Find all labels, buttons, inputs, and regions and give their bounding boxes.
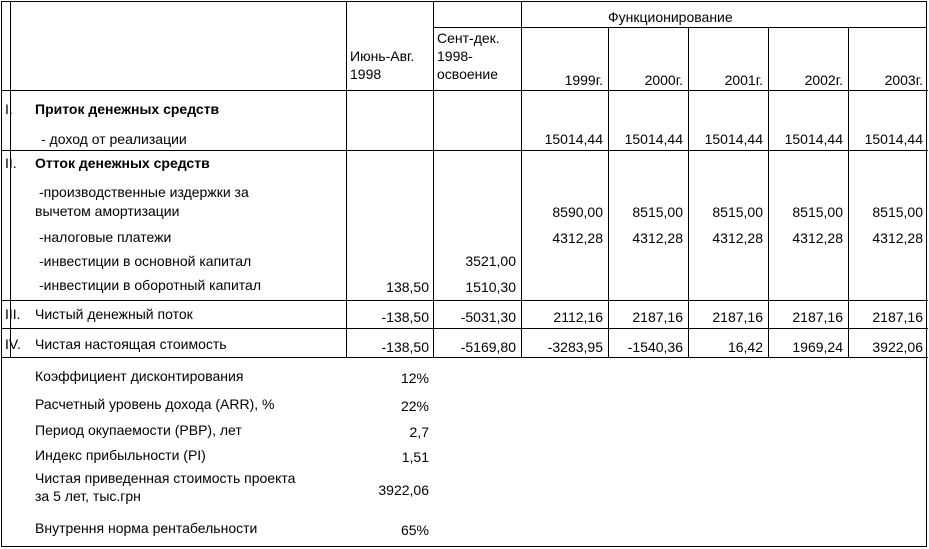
value-cell: 8590,00 (552, 204, 603, 220)
section-title-outflow: Отток денежных средств (35, 155, 210, 171)
value-cell: -1540,36 (627, 339, 683, 355)
table-bottom-rule (2, 357, 928, 358)
functioning-header: Функционирование (608, 9, 733, 25)
header-sep-dec: Сент-дек. (437, 30, 500, 46)
row-label-income: - доход от реализации (41, 131, 187, 147)
header-jun-aug: Июнь-Авг. (350, 48, 415, 64)
summary-label: Расчетный уровень дохода (ARR), % (35, 396, 275, 412)
value-cell: 15014,44 (544, 131, 603, 147)
summary-value: 1,51 (401, 449, 429, 465)
value-cell: 4312,28 (712, 230, 763, 246)
value-cell: -3283,95 (547, 339, 603, 355)
value-cell: -5031,30 (460, 309, 516, 325)
summary-label: Период окупаемости (PBP), лет (35, 422, 242, 438)
column-divider (521, 2, 522, 357)
row-label-production-costs: вычетом амортизации (35, 203, 180, 219)
value-cell: 1510,30 (465, 279, 516, 295)
header-sep-dec: 1998- (437, 48, 473, 64)
row-label-tax: -налоговые платежи (39, 229, 172, 245)
column-divider (768, 27, 769, 357)
summary-label: Внутрення норма рентабельности (35, 520, 258, 536)
section-rule (2, 328, 928, 329)
value-cell: 4312,28 (792, 230, 843, 246)
row-number-divider (10, 2, 11, 357)
column-divider (848, 27, 849, 357)
header-year: 2001г. (724, 72, 763, 88)
section-number: I. (5, 101, 13, 117)
summary-label: Коэффициент дисконтирования (35, 368, 244, 384)
value-cell: -138,50 (381, 309, 429, 325)
value-cell: 2187,16 (632, 309, 683, 325)
value-cell: 15014,44 (864, 131, 923, 147)
value-cell: 16,42 (727, 339, 763, 355)
summary-value: 2,7 (409, 424, 429, 440)
column-divider (688, 27, 689, 357)
header-year: 2002г. (804, 72, 843, 88)
value-cell: 1969,24 (792, 339, 843, 355)
section-title-net-flow: Чистый денежный поток (35, 306, 193, 322)
summary-value: 65% (400, 522, 429, 538)
section-number: III. (5, 306, 21, 322)
header-bottom-rule (2, 90, 928, 91)
section-rule (2, 150, 928, 151)
summary-value: 3922,06 (378, 482, 429, 498)
header-sep-dec: освоение (437, 66, 498, 82)
value-cell: 2187,16 (712, 309, 763, 325)
value-cell: 15014,44 (784, 131, 843, 147)
value-cell: 8515,00 (872, 204, 923, 220)
section-number: IV. (5, 336, 21, 352)
column-divider (608, 27, 609, 357)
header-year: 2000г. (644, 72, 683, 88)
section-title-inflow: Приток денежных средств (35, 101, 220, 117)
value-cell: 4312,28 (552, 230, 603, 246)
value-cell: 4312,28 (872, 230, 923, 246)
functioning-header-rule (433, 27, 927, 28)
summary-value: 12% (400, 370, 429, 386)
summary-label: Индекс прибыльности (PI) (35, 447, 206, 463)
value-cell: 2112,16 (553, 309, 603, 325)
value-cell: 8515,00 (632, 204, 683, 220)
value-cell: -138,50 (381, 339, 429, 355)
value-cell: 8515,00 (792, 204, 843, 220)
value-cell: 3922,06 (872, 339, 923, 355)
summary-value: 22% (400, 398, 429, 414)
value-cell: 2187,16 (792, 309, 843, 325)
section-title-npv: Чистая настоящая стоимость (35, 336, 227, 352)
value-cell: 8515,00 (712, 204, 763, 220)
value-cell: -5169,80 (460, 339, 516, 355)
header-year: 2003г. (884, 72, 923, 88)
section-number: II. (5, 155, 17, 171)
row-label-fixed-capital: -инвестиции в основной капитал (39, 253, 252, 269)
row-label-working-capital: -инвестиции в оборотный капитал (39, 277, 261, 293)
column-divider (433, 2, 434, 357)
value-cell: 15014,44 (704, 131, 763, 147)
row-label-production-costs: -производственные издержки за (39, 184, 249, 200)
value-cell: 2187,16 (872, 309, 923, 325)
value-cell: 138,50 (386, 279, 429, 295)
summary-label: за 5 лет, тыс.грн (35, 488, 141, 504)
header-jun-aug: 1998 (350, 66, 382, 82)
value-cell: 4312,28 (632, 230, 683, 246)
cash-flow-table (1, 1, 927, 547)
value-cell: 3521,00 (465, 253, 516, 269)
header-year: 1999г. (564, 72, 603, 88)
column-divider (346, 2, 347, 357)
section-rule (2, 300, 928, 301)
summary-label: Чистая приведенная стоимость проекта (35, 470, 296, 486)
value-cell: 15014,44 (624, 131, 683, 147)
